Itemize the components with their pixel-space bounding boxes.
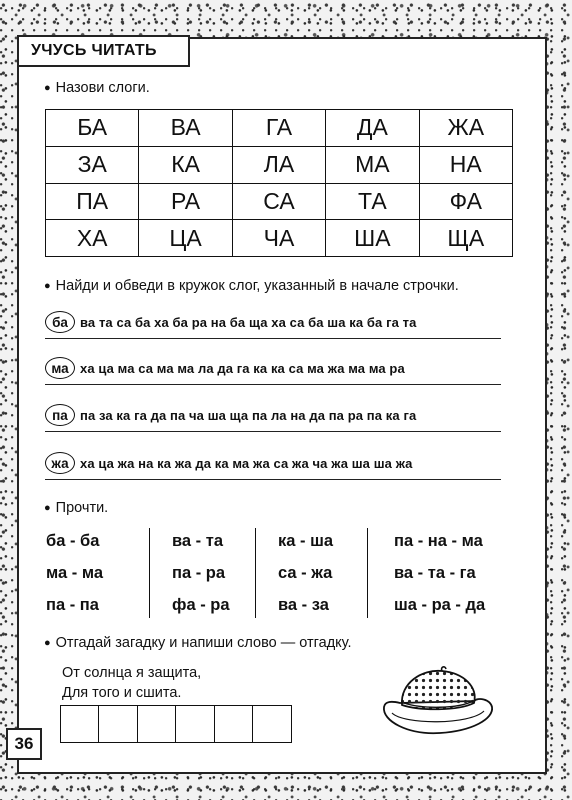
bullet-icon: ● [44, 636, 51, 649]
reading-word: ма - ма [46, 564, 103, 582]
syllable-cell: ФА [419, 183, 512, 220]
target-syllable: ма [45, 357, 75, 379]
find-syllable-row [45, 403, 507, 427]
syllable-cell: ЖА [419, 110, 512, 147]
syllable-cell: ША [326, 220, 419, 257]
syllable-row [46, 146, 513, 183]
reading-column [46, 528, 149, 618]
answer-box[interactable] [137, 705, 177, 743]
task1-instruction-text: Назови слоги. [55, 80, 150, 96]
syllable-cell: РА [139, 183, 232, 220]
bullet-icon: ● [44, 501, 51, 514]
syllable-row [46, 110, 513, 147]
syllable-cell: МА [326, 146, 419, 183]
reading-table [46, 528, 516, 618]
find-syllable-row [45, 451, 507, 475]
task3-instruction [44, 500, 108, 516]
task1-instruction [44, 80, 150, 96]
task2-instruction-text: Найди и обведи в кружок слог, указанный в начале строчки. [55, 278, 459, 294]
syllable-cell: ЧА [232, 220, 325, 257]
find-syllable-row [45, 356, 507, 380]
syllable-cell: ПА [46, 183, 139, 220]
target-syllable: ба [45, 311, 75, 333]
syllable-cell: НА [419, 146, 512, 183]
syllable-cell: ЦА [139, 220, 232, 257]
answer-box[interactable] [60, 705, 100, 743]
divider-line [45, 338, 501, 339]
target-syllable: па [45, 404, 75, 426]
answer-box[interactable] [98, 705, 138, 743]
task4-instruction-text: Отгадай загадку и напиши слово — отгадку. [55, 635, 352, 651]
task4-instruction [44, 635, 351, 651]
target-syllable: жа [45, 452, 75, 474]
find-syllable-row [45, 310, 507, 334]
reading-word: са - жа [278, 564, 333, 582]
answer-box[interactable] [214, 705, 254, 743]
bullet-icon: ● [44, 81, 51, 94]
reading-column [255, 528, 367, 618]
answer-box[interactable] [175, 705, 215, 743]
syllable-row [46, 220, 513, 257]
reading-word: ва - та [172, 532, 224, 550]
reading-word: ша - ра - да [394, 596, 486, 614]
reading-word: ка - ша [278, 532, 334, 550]
syllable-sequence: ха ца жа на ка жа да ка ма жа са жа ча жа ша ша жа [80, 455, 413, 471]
task2-instruction [44, 278, 459, 294]
syllable-row [46, 183, 513, 220]
reading-word: ва - та - га [394, 564, 476, 582]
page-number-text: 36 [14, 734, 34, 753]
page-title-text: УЧУСЬ ЧИТАТЬ [31, 42, 157, 59]
reading-word: фа - ра [172, 596, 230, 614]
syllable-cell: ТА [326, 183, 419, 220]
syllable-cell: ДА [326, 110, 419, 147]
syllable-sequence: па за ка га да па ча ша ща па ла на да па ра па ка га [80, 407, 417, 423]
reading-word: па - ра [172, 564, 226, 582]
reading-word: па - на - ма [394, 532, 483, 550]
syllable-sequence: ва та са ба ха ба ра на ба ща ха са ба ша ка ба га та [80, 314, 417, 330]
answer-boxes [60, 705, 292, 743]
reading-word: ва - за [278, 596, 329, 614]
riddle-line: Для того и сшита. [62, 685, 182, 701]
syllable-cell: ЩА [419, 220, 512, 257]
syllable-cell: ХА [46, 220, 139, 257]
answer-box[interactable] [252, 705, 292, 743]
divider-line [45, 431, 501, 432]
divider-line [45, 384, 501, 385]
syllable-grid [45, 109, 513, 257]
syllable-sequence: ха ца ма са ма ма ла да га ка ка са ма жа ма ма ра [80, 360, 405, 376]
reading-word: па - па [46, 596, 99, 614]
divider-line [45, 479, 501, 480]
reading-column [367, 528, 516, 618]
page-number [6, 728, 42, 760]
syllable-cell: ЗА [46, 146, 139, 183]
task3-instruction-text: Прочти. [55, 500, 109, 516]
syllable-cell: КА [139, 146, 232, 183]
page-title [17, 35, 190, 67]
reading-word: ба - ба [46, 532, 100, 550]
syllable-cell: БА [46, 110, 139, 147]
bullet-icon: ● [44, 279, 51, 292]
riddle-line: От солнца я защита, [62, 665, 202, 681]
panama-hat-icon [378, 663, 498, 741]
syllable-cell: ЛА [232, 146, 325, 183]
syllable-cell: ГА [232, 110, 325, 147]
syllable-cell: ВА [139, 110, 232, 147]
reading-column [149, 528, 255, 618]
syllable-cell: СА [232, 183, 325, 220]
riddle-text [62, 663, 201, 703]
